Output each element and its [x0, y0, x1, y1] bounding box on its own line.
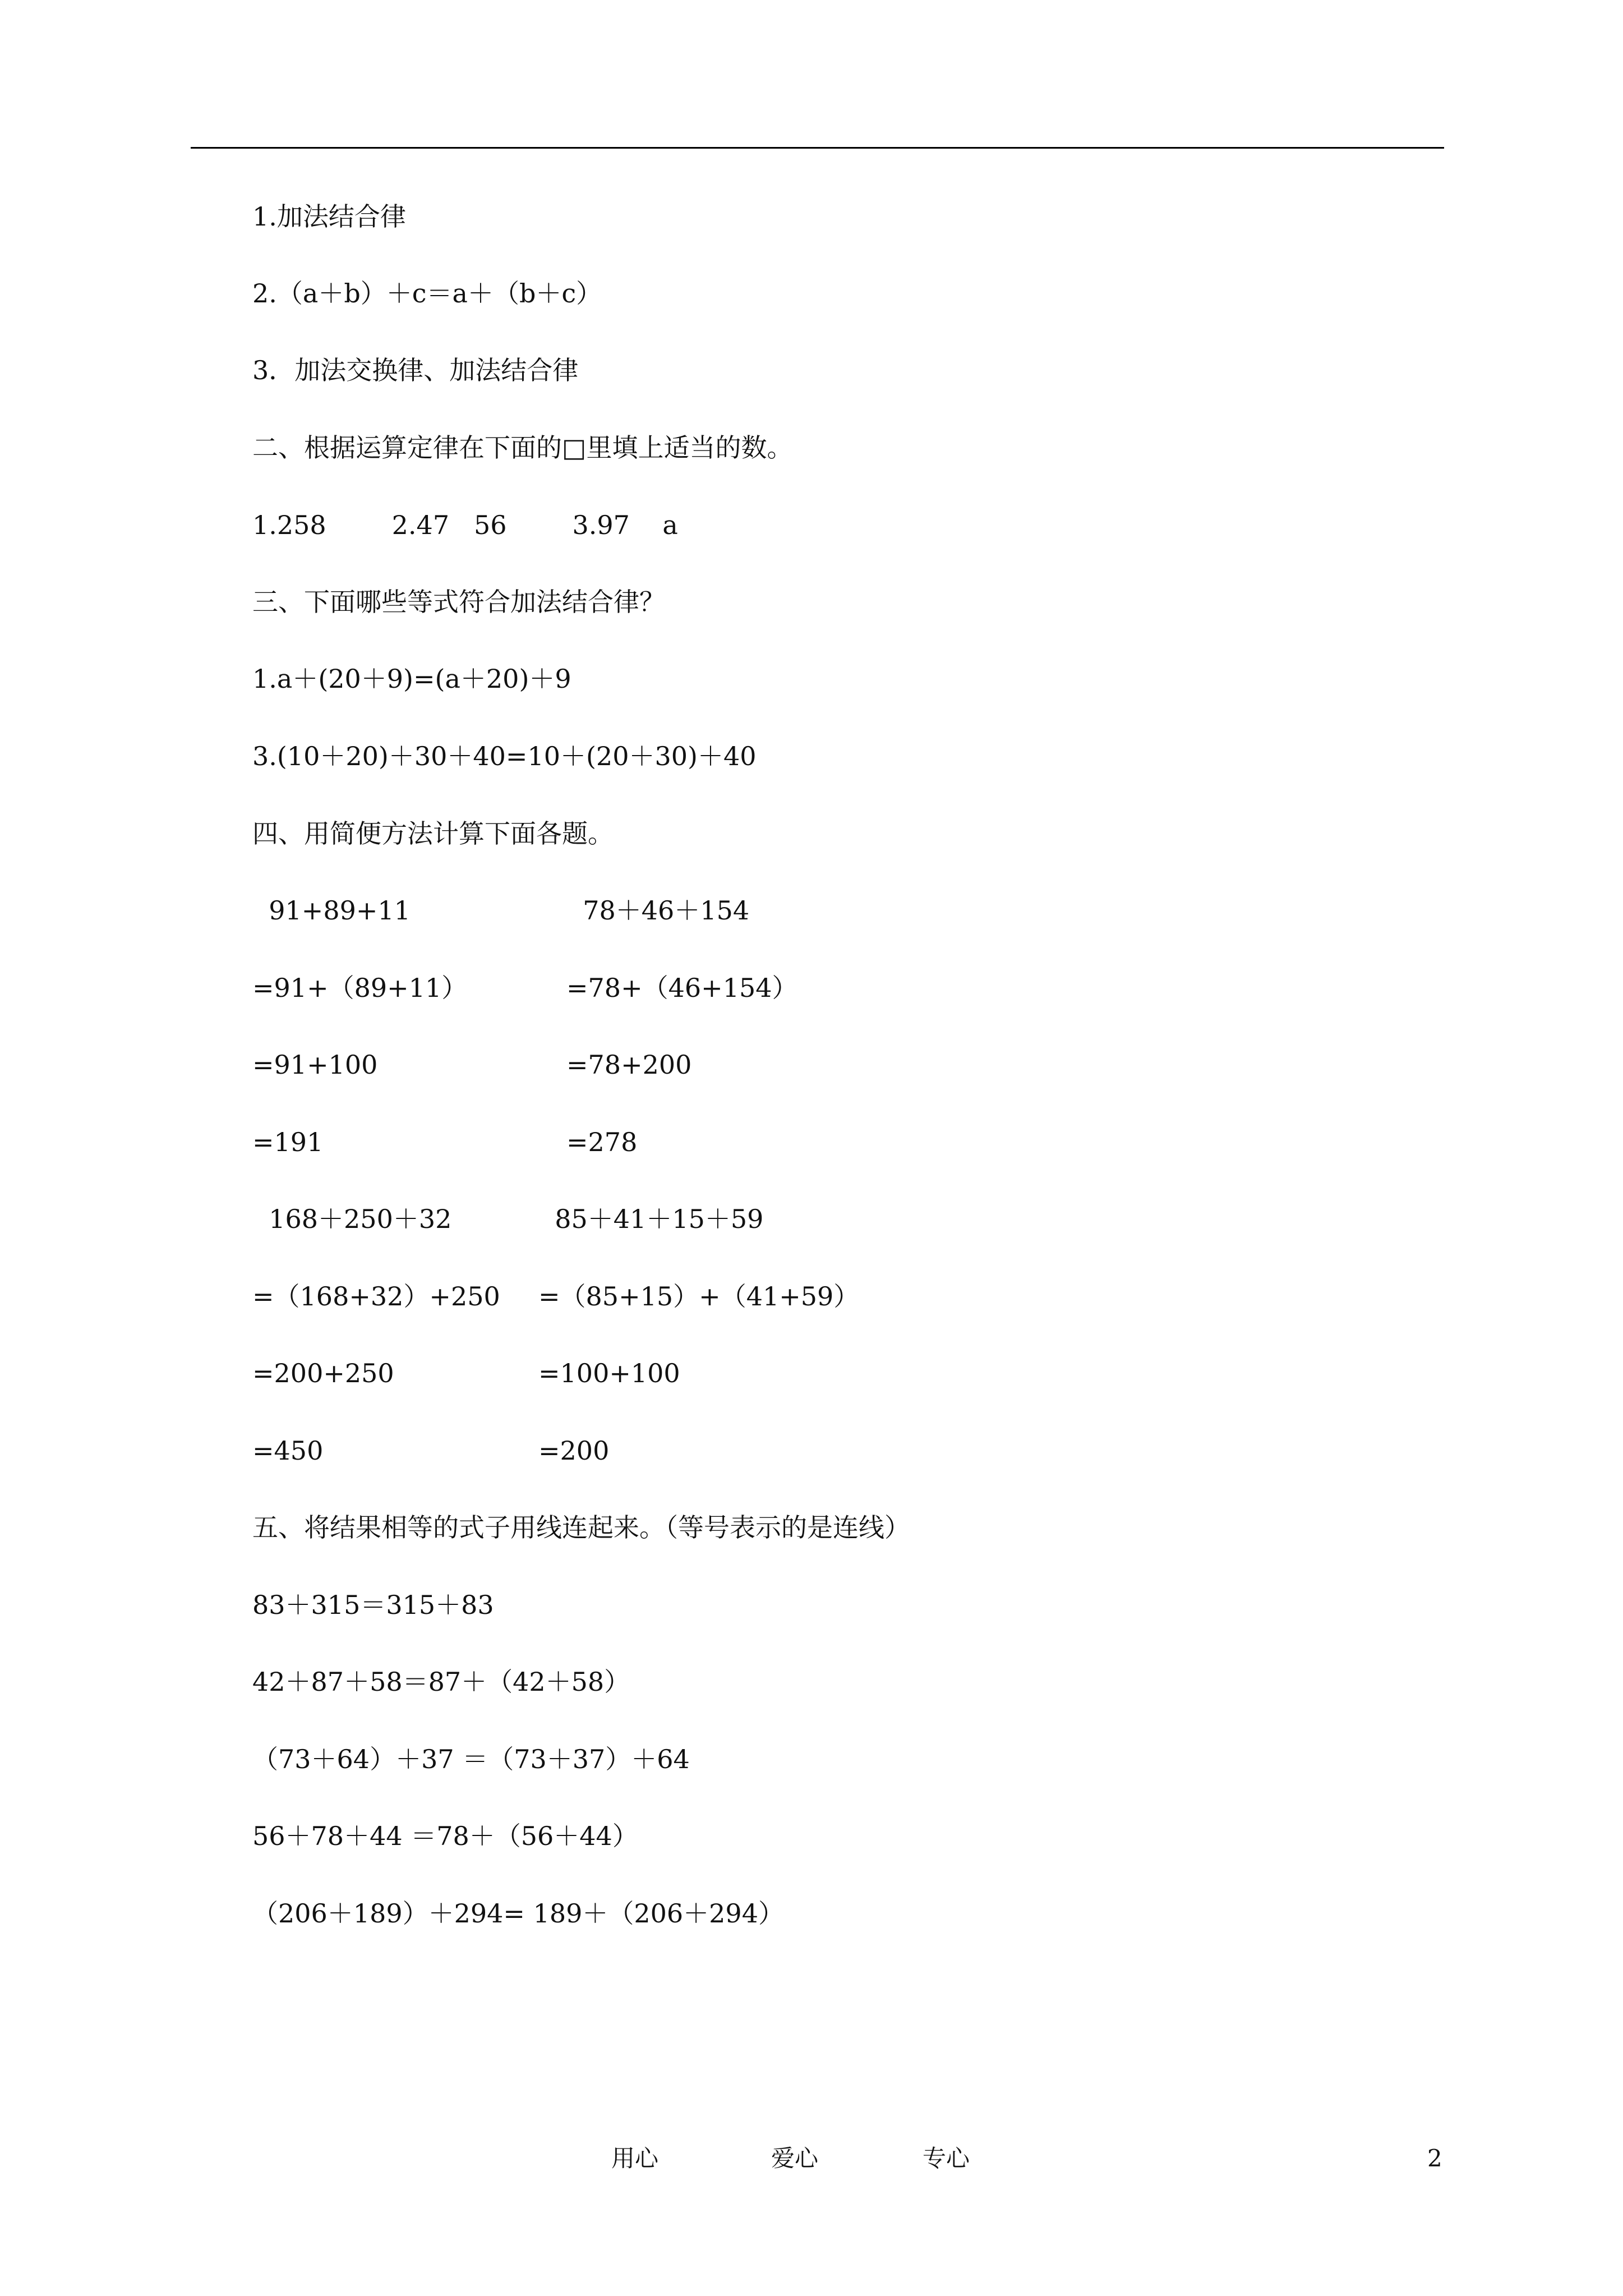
calc-right-1-line-2: =78+（46+154）: [566, 973, 798, 1003]
section5-item-3: （73＋64）＋37 ＝（73＋37）＋64: [252, 1744, 690, 1774]
calc-left-1-line-2: =91+（89+11）: [252, 973, 468, 1003]
section5-item-5: （206＋189）＋294= 189＋（206＋294）: [252, 1898, 784, 1929]
answer-line-3: 3．加法交换律、加法结合律: [252, 355, 579, 385]
section4-heading: 四、用简便方法计算下面各题。: [252, 818, 614, 849]
section5-item-4: 56＋78＋44 ＝78＋（56＋44）: [252, 1821, 638, 1851]
calc-right-1-line-4: =278: [566, 1127, 638, 1157]
footer-word-2: 爱心: [771, 2145, 819, 2172]
section3-item-1: 1.a＋(20＋9)=(a＋20)＋9: [252, 664, 571, 694]
calc-left-2-line-2: =（168+32）+250: [252, 1281, 500, 1312]
calc-right-2-line-1: 85＋41＋15＋59: [538, 1204, 764, 1234]
answer-line-1: 1.加法结合律: [252, 201, 406, 232]
section2-answers: 1.258 2.47 56 3.97 a: [252, 510, 678, 540]
header-rule: [191, 147, 1444, 149]
section5-item-1: 83＋315＝315＋83: [252, 1590, 494, 1620]
calc-right-2-line-4: =200: [538, 1435, 610, 1466]
section3-heading: 三、下面哪些等式符合加法结合律？: [252, 587, 665, 617]
calc-right-2-line-3: =100+100: [538, 1358, 680, 1388]
calc-right-2-line-2: =（85+15）+（41+59）: [538, 1281, 860, 1312]
calc-left-1-line-4: =191: [252, 1127, 324, 1157]
section5-item-2: 42＋87＋58＝87＋（42＋58）: [252, 1667, 630, 1697]
section3-item-2: 3.(10＋20)＋30＋40=10＋(20＋30)＋40: [252, 741, 757, 771]
calc-left-2-line-3: =200+250: [252, 1358, 394, 1388]
footer-word-1: 用心: [611, 2145, 659, 2172]
calc-left-2-line-4: =450: [252, 1435, 324, 1466]
section2-heading: 二、根据运算定律在下面的□里填上适当的数。: [252, 432, 793, 463]
footer-word-3: 专心: [923, 2145, 970, 2172]
calc-right-1-line-3: =78+200: [566, 1050, 692, 1080]
section5-heading: 五、将结果相等的式子用线连起来。（等号表示的是连线）: [252, 1512, 910, 1543]
calc-left-2-line-1: 168＋250＋32: [252, 1204, 452, 1234]
answer-line-2: 2.（a＋b）＋c＝a＋（b＋c）: [252, 278, 602, 309]
calc-right-1-line-1: 78＋46＋154: [566, 895, 750, 926]
page-number: 2: [1427, 2145, 1442, 2172]
calc-left-1-line-1: 91+89+11: [252, 895, 411, 926]
calc-left-1-line-3: =91+100: [252, 1050, 378, 1080]
